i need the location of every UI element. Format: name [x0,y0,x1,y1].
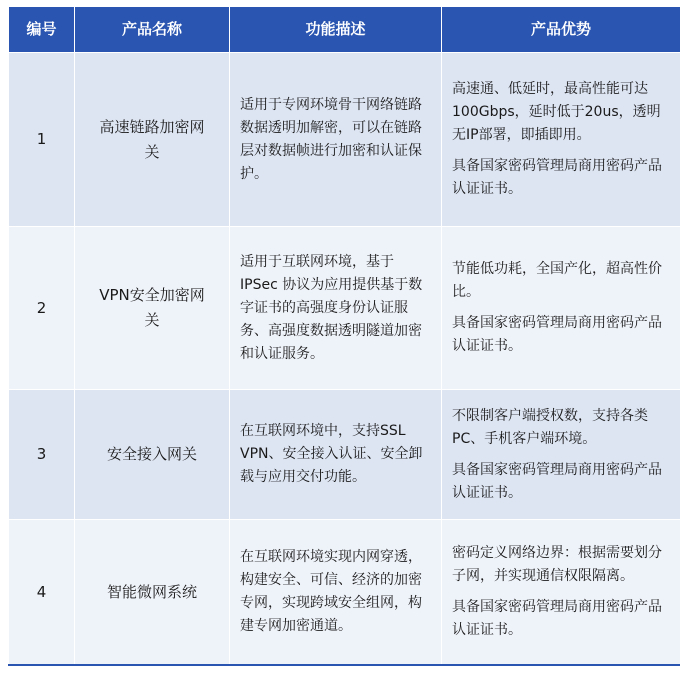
product-name: 安全接入网关 [75,390,230,520]
product-name: VPN安全加密网关 [75,227,230,390]
product-name: 高速链路加密网关 [75,53,230,227]
advantage-text: 不限制客户端授权数，支持各类PC、手机客户端环境。 [452,407,648,447]
header-number: 编号 [9,7,75,53]
product-table [8,6,681,665]
header-product-advantage: 产品优势 [442,7,681,53]
row-number: 4 [9,520,75,665]
function-description: 在互联网环境实现内网穿透，构建安全、可信、经济的加密专网，实现跨域安全组网，构建专网加密通道。 [230,520,442,665]
product-advantage [442,390,681,520]
table-row [9,53,681,227]
product-advantage [442,520,681,665]
advantage-text: 高速通、低延时，最高性能可达100Gbps，延时低于20us，透明无IP部署，即插即用。 [452,81,661,143]
certification-text: 具备国家密码管理局商用密码产品认证证书。 [452,158,662,197]
advantage-text: 密码定义网络边界：根据需要划分子网，并实现通信权限隔离。 [452,545,662,584]
row-number: 1 [9,53,75,227]
table-row [9,227,681,390]
table-row [9,520,681,665]
function-description: 在互联网环境中，支持SSL VPN、安全接入认证、安全卸载与应用交付功能。 [230,390,442,520]
certification-text: 具备国家密码管理局商用密码产品认证证书。 [452,315,662,354]
row-number: 3 [9,390,75,520]
header-function-description: 功能描述 [230,7,442,53]
product-advantage [442,53,681,227]
table-row [9,390,681,520]
row-number: 2 [9,227,75,390]
table-header-row [9,7,681,53]
function-description: 适用于专网环境骨干网络链路数据透明加解密，可以在链路层对数据帧进行加密和认证保护。 [230,53,442,227]
product-name: 智能微网系统 [75,520,230,665]
function-description: 适用于互联网环境，基于 IPSec 协议为应用提供基于数字证书的高强度身份认证服务、高强度数据透明隧道加密和认证服务。 [230,227,442,390]
header-product-name: 产品名称 [75,7,230,53]
certification-text: 具备国家密码管理局商用密码产品认证证书。 [452,599,662,638]
certification-text: 具备国家密码管理局商用密码产品认证证书。 [452,461,662,501]
advantage-text: 节能低功耗，全国产化，超高性价比。 [452,261,662,300]
table-bottom-border [8,664,680,666]
product-advantage [442,227,681,390]
